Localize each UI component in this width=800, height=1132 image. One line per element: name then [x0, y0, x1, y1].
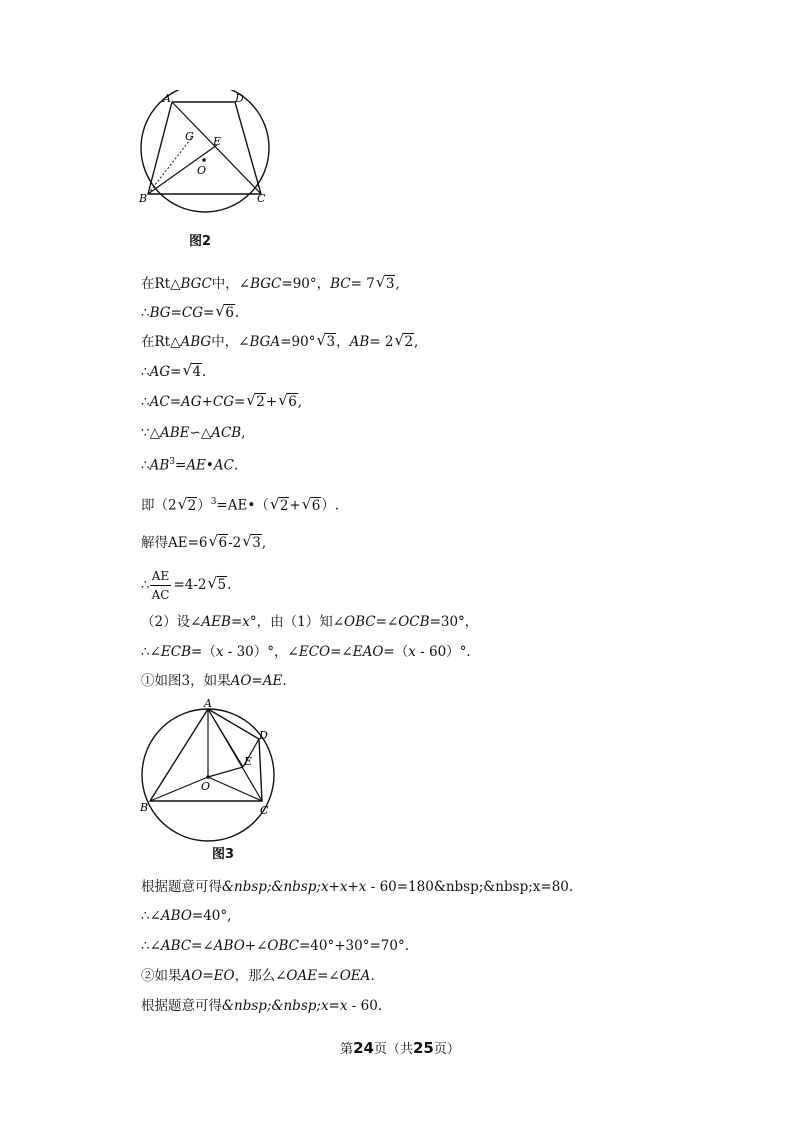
total-page-count: 25 — [413, 1039, 434, 1057]
fig3-label-e: E — [244, 755, 253, 768]
line-7: $\therefore AB^3=AE•AC$. — [141, 457, 239, 474]
line-14: 根据题意可得&nbsp;&nbsp;x+x+x - 60=180&nbsp;&nbsp;x=80. — [141, 879, 574, 895]
line-3: 在Rt△ABG中，∠BGA=90°√ 3，AB= 2√ 2, — [141, 333, 418, 351]
line-1: 在Rt△BGC中，∠BGC=90°，BC= 7√ 3, — [141, 275, 400, 293]
fig2-label-c: C — [257, 192, 266, 205]
fig2-label-g: G — [185, 130, 194, 143]
figure-3-caption: 图3 — [212, 847, 235, 862]
fig3-label-c: C — [260, 804, 269, 817]
line-13: ①如图3，如果AO=AE. — [141, 673, 287, 689]
fig2-label-a: A — [163, 92, 171, 105]
line-8: 即（2√ 2）$^3$=AE•（√ 2+√ 6）. — [141, 493, 339, 515]
line-5: ∴AC=AG+CG=√ 2+√ 6, — [141, 393, 302, 411]
line-15: ∴∠ABO=40°, — [141, 908, 232, 924]
line-12: ∴∠ECB=（x - 30）°，∠ECO=∠EAO=（x - 60）°. — [141, 644, 471, 660]
figure-3 — [135, 695, 285, 845]
fig3-label-a: A — [204, 697, 212, 710]
fraction-ae-ac: $\frac{AE}{AC}$ — [151, 569, 170, 602]
figure-2-caption: 图2 — [189, 234, 212, 249]
fig2-label-o: O — [197, 164, 207, 177]
figure-2 — [135, 90, 285, 220]
line-18: 根据题意可得&nbsp;&nbsp;x=x - 60. — [141, 998, 383, 1014]
line-11: （2）设∠AEB=x°，由（1）知∠OBC=∠OCB=30°， — [141, 614, 479, 630]
fig2-label-d: D — [235, 92, 244, 105]
fig3-label-o: O — [201, 780, 211, 793]
line-16: ∴∠ABC=∠ABO+∠OBC=40°+30°=70°. — [141, 938, 409, 954]
line-9: 解得AE=6√ 6-2√ 3, — [141, 534, 266, 552]
line-17: ②如果AO=EO，那么∠OAE=∠OEA. — [141, 968, 375, 984]
line-4: ∴AG=√ 4. — [141, 363, 206, 381]
fig3-label-d: D — [259, 729, 268, 742]
figure-2-diagram — [135, 90, 285, 220]
fig2-label-e: E — [213, 135, 222, 148]
line-2: ∴BG=CG=√ 6. — [141, 304, 239, 322]
figure-3-diagram — [135, 695, 285, 845]
line-6: ∵△ABE∽△ACB, — [141, 425, 246, 441]
fig2-label-b: B — [139, 192, 148, 205]
page-footer: 第24页（共25页） — [340, 1039, 460, 1057]
current-page-number: 24 — [353, 1039, 374, 1057]
fig3-label-b: B — [140, 801, 149, 814]
line-10: ∴ $\frac{AE}{AC}$ =4-2√ 5. — [141, 567, 231, 604]
